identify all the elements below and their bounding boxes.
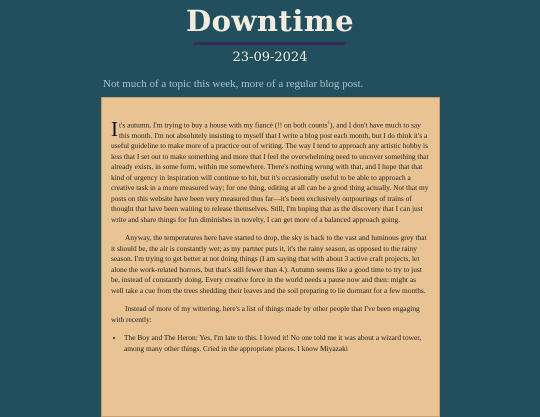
paragraph-1-text-a: t's autumn, I'm trying to buy a house with my fiancé (!! on both counts <box>119 120 328 130</box>
list-item: • The Boy and The Heron: Yes, I'm late to this. I loved it! No one told me it was about a wizard tower, among many other things. Cried in the appropriate places. I know Miyazaki <box>124 333 430 354</box>
post-subtitle: Not much of a topic this week, more of a regular blog post. <box>103 78 364 90</box>
paragraph-1 <box>111 119 430 225</box>
post-date: 23-09-2024 <box>232 50 308 65</box>
post-body <box>101 97 440 417</box>
recommendation-list <box>111 333 430 354</box>
paragraph-2: Anyway, the temperatures here have started to drop, the sky is back to the vast and luminous grey that it should be, the air is constantly wet; as my partner puts it, it's the rainy season, as opposed to the rainy season. I'm trying to get better at not doing things (I am saying that with about 3 active craft projects, let alone the work-related horrors, but that's still fewer than 4.). Autumn seems like a good time to try to just be, instead of constantly doing. Every creative force in the world needs a pause now and then: might as well take a cue from the trees shedding their leaves and the soil preparing to lie dormant for a few months. <box>111 233 427 295</box>
page-title: Downtime <box>185 4 355 38</box>
paragraph-1-text-b: ), and I don't have much to say this month. I'm not absolutely insisting to myself that I write a blog post each month, but I do think it's a useful guideline to make more of a practice out of writing. The way I tend to approach any artistic hobby is less that I set out to make something and more that I feel the overwhelming need to uncover something that already exists, in some form, within me somewhere. There's nothing wrong with that, and I hope that that kind of urgency in inspiration will continue to hit, but it's occasionally useful to be able to approach a creative task in a more measured way; for one thing, editing at all can be a good thing actually. Not that my posts on this website have been very measured thus far—it's been exclusively outpourings of trains of thought that have been waiting to release themselves. Still, I'm hoping that as the discovery that I can just write and share things for fun diminishes in novelty, I can get more of a balanced approach going. <box>111 120 429 224</box>
drop-cap: I <box>111 117 118 141</box>
footnote-link[interactable]: 1 <box>327 121 331 126</box>
paragraph-3: Instead of more of my wittering, here's a list of things made by other people that I've been engaging with recently: <box>111 304 420 324</box>
title-underline <box>194 42 346 45</box>
